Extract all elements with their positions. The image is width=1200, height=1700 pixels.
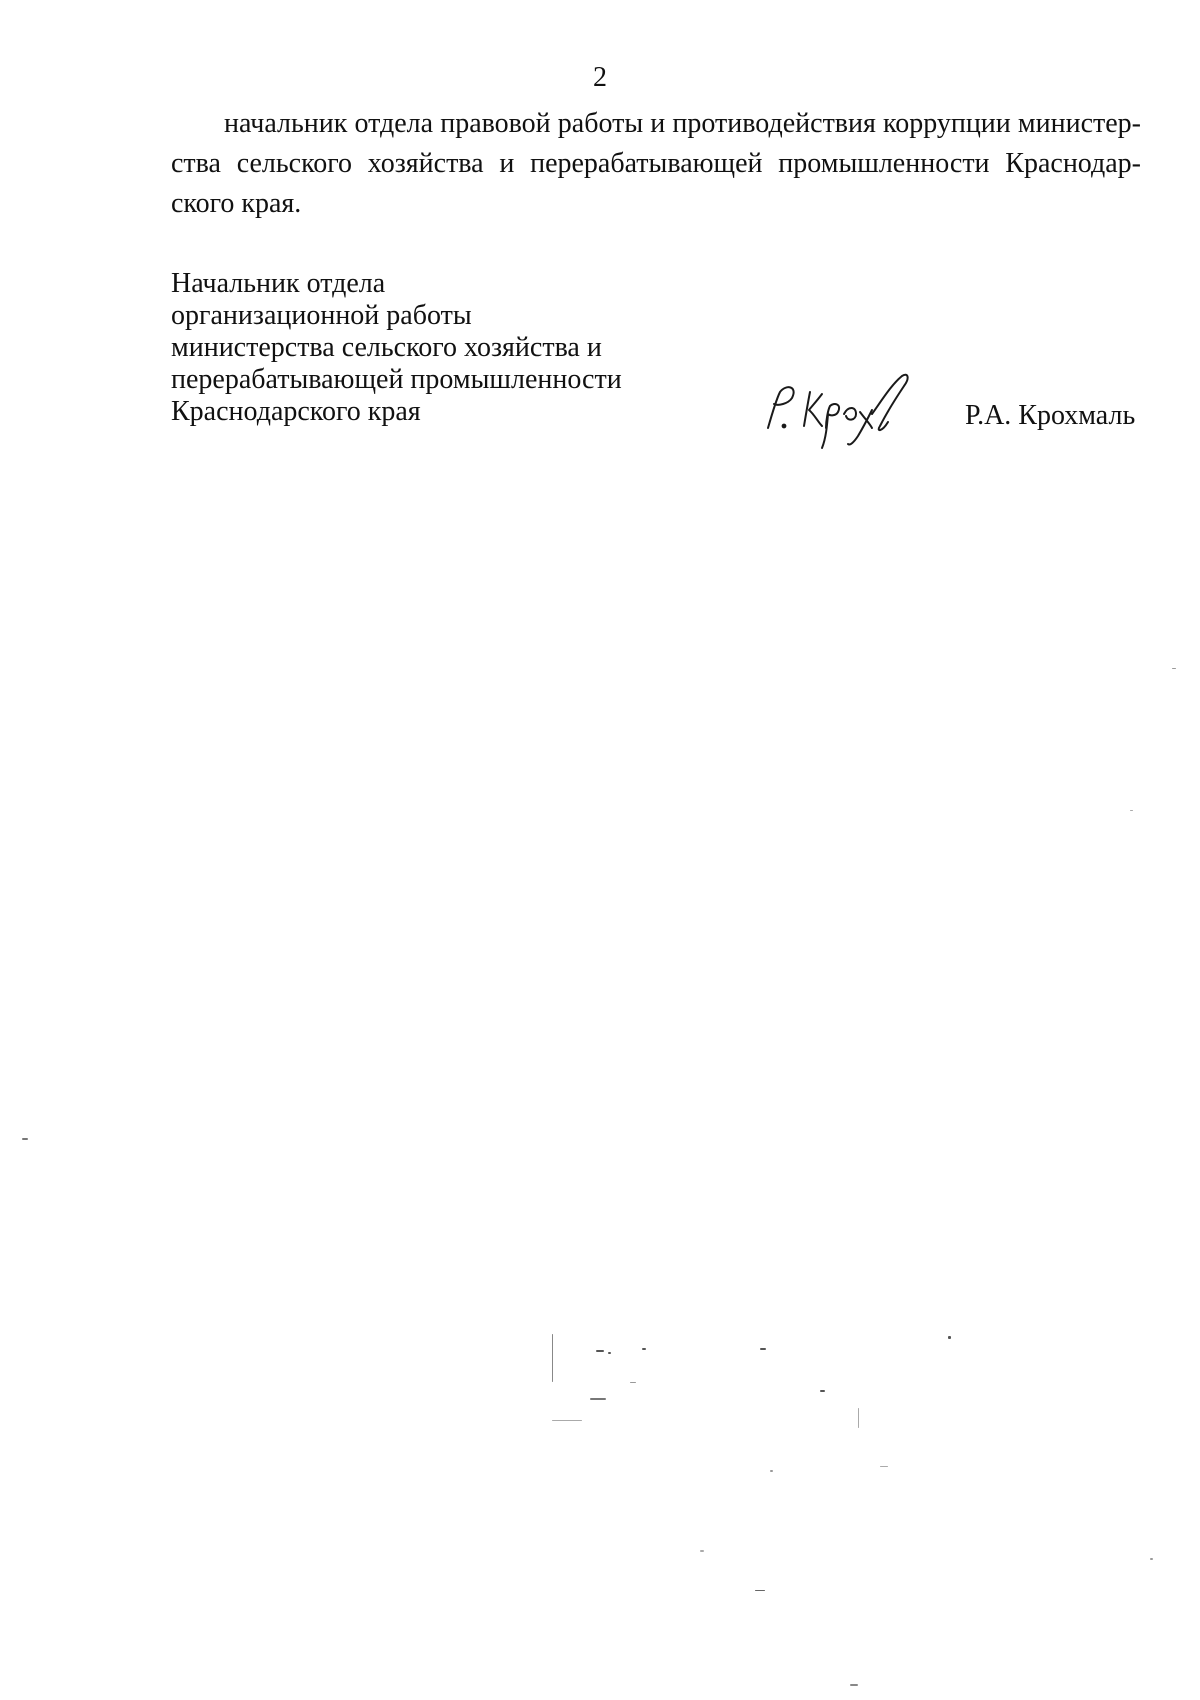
signatory-title-line: Краснодарского края: [171, 396, 421, 427]
signatory-title-line: Начальник отдела: [171, 268, 386, 299]
scan-artifact: [1172, 668, 1176, 669]
page-number: 2: [593, 62, 607, 93]
signer-name: Р.А. Крохмаль: [965, 400, 1136, 431]
scan-artifact: [550, 1320, 1030, 1700]
signatory-title: [171, 268, 622, 428]
scan-artifact: [1150, 1558, 1153, 1560]
signatory-title-line: перерабатывающей промышленности: [171, 364, 622, 395]
scan-artifact: [22, 1138, 28, 1140]
scan-artifact: [1130, 810, 1133, 811]
paragraph-line: ского края.: [171, 188, 302, 219]
paragraph-line: ства сельского хозяйства и перерабатывающей промышленности Краснодар-: [171, 148, 1141, 179]
signatory-title-line: министерства сельского хозяйства и: [171, 332, 602, 363]
body-paragraph: [171, 104, 1141, 224]
paragraph-line: начальник отдела правовой работы и противодействия коррупции министер-: [224, 108, 1141, 139]
handwritten-signature: [760, 370, 920, 455]
signatory-title-line: организационной работы: [171, 300, 472, 331]
